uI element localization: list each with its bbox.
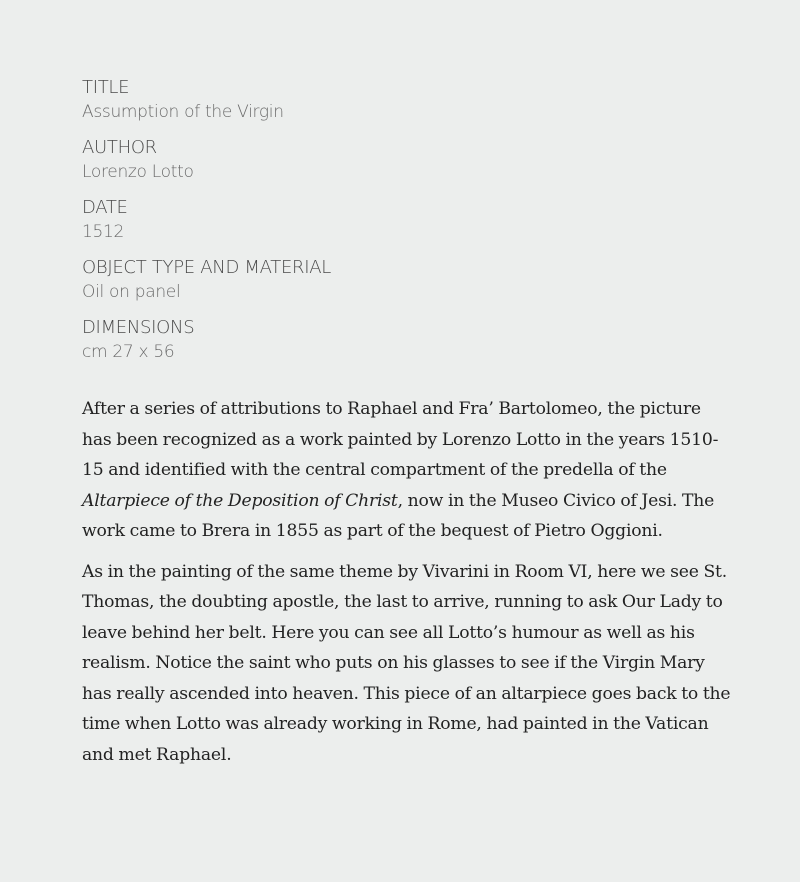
- artwork-details: [82, 76, 732, 780]
- title-value: Assumption of the Virgin: [82, 102, 284, 122]
- description-paragraph-1-start: After a series of attributions to Raphael and Fra’ Bartolomeo, the picture has been recognized as a work painted by Lorenzo Lotto in the years 1510-15 and identified with the central compartment of the predella of the: [82, 399, 719, 480]
- object-type-field: [82, 256, 732, 304]
- title-field: [82, 76, 732, 124]
- date-field: [82, 196, 732, 244]
- dimensions-label: DIMENSIONS: [82, 317, 195, 338]
- date-label: DATE: [82, 197, 128, 218]
- author-label: AUTHOR: [82, 137, 157, 158]
- artwork-description: [82, 394, 732, 770]
- object-type-label: OBJECT TYPE AND MATERIAL: [82, 257, 331, 278]
- description-paragraph-2: As in the painting of the same theme by Vivarini in Room VI, here we see St. Thomas, the doubting apostle, the last to arrive, running to ask Our Lady to leave behind her belt. Here you can see all Lotto’s humour as well as his realism. Notice the saint who puts on his glasses to see if the Virgin Mary has really ascended into heaven. This piece of an altarpiece goes back to the time when Lotto was already working in Rome, had painted in the Vatican and met Raphael.: [82, 561, 731, 765]
- description-paragraph-1: [82, 394, 732, 547]
- dimensions-value: cm 27 x 56: [82, 342, 175, 362]
- author-field: [82, 136, 732, 184]
- dimensions-field: [82, 316, 732, 364]
- date-value: 1512: [82, 222, 125, 242]
- title-label: TITLE: [82, 77, 130, 98]
- author-value: Lorenzo Lotto: [82, 162, 194, 182]
- description-paragraph-1-end: , now in the Museo Civico of Jesi. The work came to Brera in 1855 as part of the bequest of Pietro Oggioni.: [82, 490, 715, 541]
- object-type-value: Oil on panel: [82, 282, 181, 302]
- altarpiece-title: Altarpiece of the Deposition of Christ: [82, 490, 398, 511]
